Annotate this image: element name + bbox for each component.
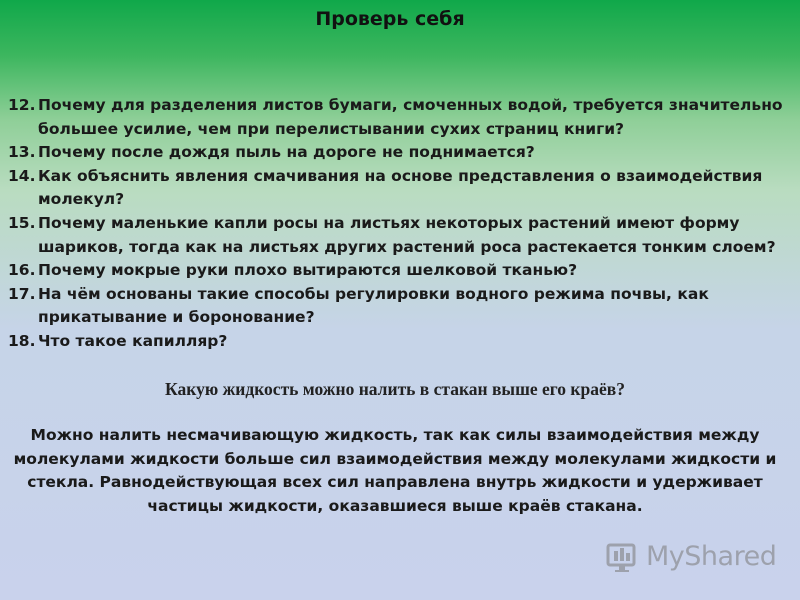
list-item — [8, 165, 788, 212]
list-item — [8, 283, 788, 330]
question-text: Как объяснить явления смачивания на основе представления о взаимодействия молекул? — [38, 166, 763, 209]
question-text: Почему для разделения листов бумаги, смоченных водой, требуется значительно большее усилие, чем при перелистывании сухих страниц книги? — [38, 96, 783, 138]
question-number: 16. — [8, 261, 36, 280]
question-text: Почему маленькие капли росы на листьях некоторых растений имеют форму шариков, тогда как на листьях других растений роса растекается тонким слоем? — [38, 213, 776, 256]
question-number: 13. — [8, 143, 36, 162]
myshared-logo — [606, 536, 776, 576]
answer-paragraph: Можно налить несмачивающую жидкость, так как силы взаимодействия между молекулами жидкости больше сил взаимодействия между молекулами жидкости и стекла. Равнодействующая всех сил направлена внутрь жидкости и удерживает частицы жидкости, оказавшиеся выше краёв стакана. — [13, 426, 777, 515]
question-list — [8, 94, 788, 354]
list-item — [8, 94, 788, 141]
question-number: 15. — [8, 213, 36, 232]
list-item — [8, 330, 788, 354]
list-item — [8, 212, 788, 259]
question-text: Что такое капилляр? — [38, 331, 228, 350]
myshared-logo-icon — [606, 539, 642, 573]
list-item — [8, 141, 788, 165]
question-number: 18. — [8, 331, 36, 350]
slide-title: Проверь себя — [315, 8, 465, 30]
question-text: Почему мокрые руки плохо вытираются шелковой тканью? — [38, 261, 578, 280]
question-text: Почему после дождя пыль на дороге не поднимается? — [38, 143, 535, 162]
question-text: На чём основаны такие способы регулировки водного режима почвы, как прикатывание и боронование? — [38, 284, 709, 327]
question-number: 12. — [8, 96, 36, 114]
myshared-logo-text: MyShared — [646, 540, 777, 572]
question-number: 17. — [8, 284, 36, 303]
list-item — [8, 259, 788, 283]
question-number: 14. — [8, 166, 36, 185]
sub-question-heading: Какую жидкость можно налить в стакан выше его краёв? — [165, 379, 625, 399]
